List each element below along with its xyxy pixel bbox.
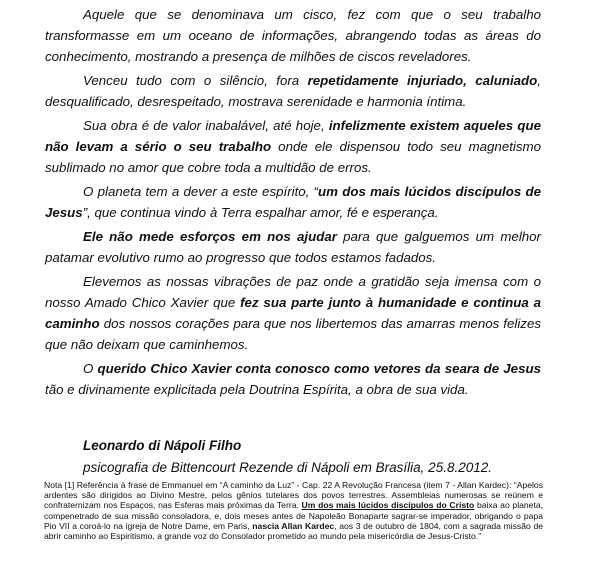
body-paragraph (45, 115, 541, 178)
paragraph-text: tão e divinamente explicitada pela Doutrina Espírita, a obra de sua vida. (45, 382, 469, 397)
body-paragraph (45, 4, 541, 67)
emphasized-text: nascia Allan Kardec (252, 520, 335, 531)
footnote-text: , aos 3 de outubro de 1804, com a sagrada missão de abrir caminho ao Espiritismo, a grande voz do Consolador prometido ao mundo pela misericórdia de Jesus-Cristo.” (44, 520, 544, 542)
paragraph-text: Elevemos as nossas vibrações de paz onde a gratidão seja imensa com o nosso Amado Chico Xavier que (45, 274, 541, 310)
paragraph-text: Venceu tudo com o silêncio, fora (83, 73, 308, 88)
emphasized-text: Ele não mede esforços em nos ajudar (83, 229, 337, 244)
paragraph-text: dos nossos corações para que nos libertemos das amarras menos felizes que não deixam que caminhemos. (45, 316, 541, 352)
body-paragraph (45, 271, 541, 355)
emphasized-text: repetidamente injuriado, caluniado (307, 73, 538, 88)
paragraph-text: O (83, 361, 98, 376)
paragraph-text: Aquele que se denominava um cisco, fez com que o seu trabalho transformasse em um oceano de informações, abrangendo todas as áreas do conhecimento, mostrando a presença de milhões de ciscos reveladores. (45, 7, 541, 64)
paragraph-text: Sua obra é de valor inabalável, até hoje, (83, 118, 329, 133)
emphasized-text: querido Chico Xavier conta conosco como vetores da seara de Jesus (97, 361, 541, 376)
footnote (44, 480, 543, 541)
author-name: Leonardo di Nápoli Filho (83, 438, 242, 453)
underlined-quote: Um dos mais lúcidos discípulos do Cristo (301, 500, 475, 511)
body-paragraph (45, 226, 541, 268)
emphasized-text: infelizmente existem aqueles que não levam a sério o seu trabalho (45, 118, 541, 154)
body-paragraph (45, 181, 541, 223)
footnote-text: Nota [1] Referência à frase de Emmanuel em “A caminho da Luz” - Cap. 22 A Revolução Francesa (item 7 - Allan Kardec): “Apelos ardentes são dirigidos ao Divino Mestre, pelos gênios tutelares dos povos terrestres. Assembleias numerosas se reúnem e confraternizam nos Espaços, nas Esferas mais próximas da Terra. (44, 480, 543, 511)
signature-block (83, 435, 553, 479)
emphasized-text: fez sua parte junto à humanidade e continua a caminho (45, 295, 542, 331)
footnote-text: baixa ao planeta, compenetrado de sua missão consoladora, e, dois meses antes de Napoleão Bonaparte sagrar-se imperador, obrigando o papa Pio VII a coroá-lo na igreja de Notre Dame, em Paris, (44, 500, 543, 531)
paragraph-text: para que galguemos um melhor patamar evolutivo rumo ao progresso que todos estamos fadados. (45, 229, 541, 265)
message-body (45, 4, 541, 403)
body-paragraph (45, 358, 541, 400)
paragraph-text: , desqualificado, desrespeitado, mostrava serenidade e harmonia íntima. (45, 73, 541, 109)
psychography-credit: psicografia de Bittencourt Rezende di Nápoli em Brasília, 25.8.2012. (83, 460, 492, 475)
paragraph-text: onde ele dispensou todo seu magnetismo sublimado no amor que cobre toda a multidão de erros. (45, 139, 541, 175)
paragraph-text: ”, que continua vindo à Terra espalhar amor, fé e esperança. (82, 205, 439, 220)
emphasized-text: um dos mais lúcidos discípulos de Jesus (45, 184, 541, 220)
body-paragraph (45, 70, 541, 112)
paragraph-text: O planeta tem a dever a este espírito, “ (83, 184, 319, 199)
